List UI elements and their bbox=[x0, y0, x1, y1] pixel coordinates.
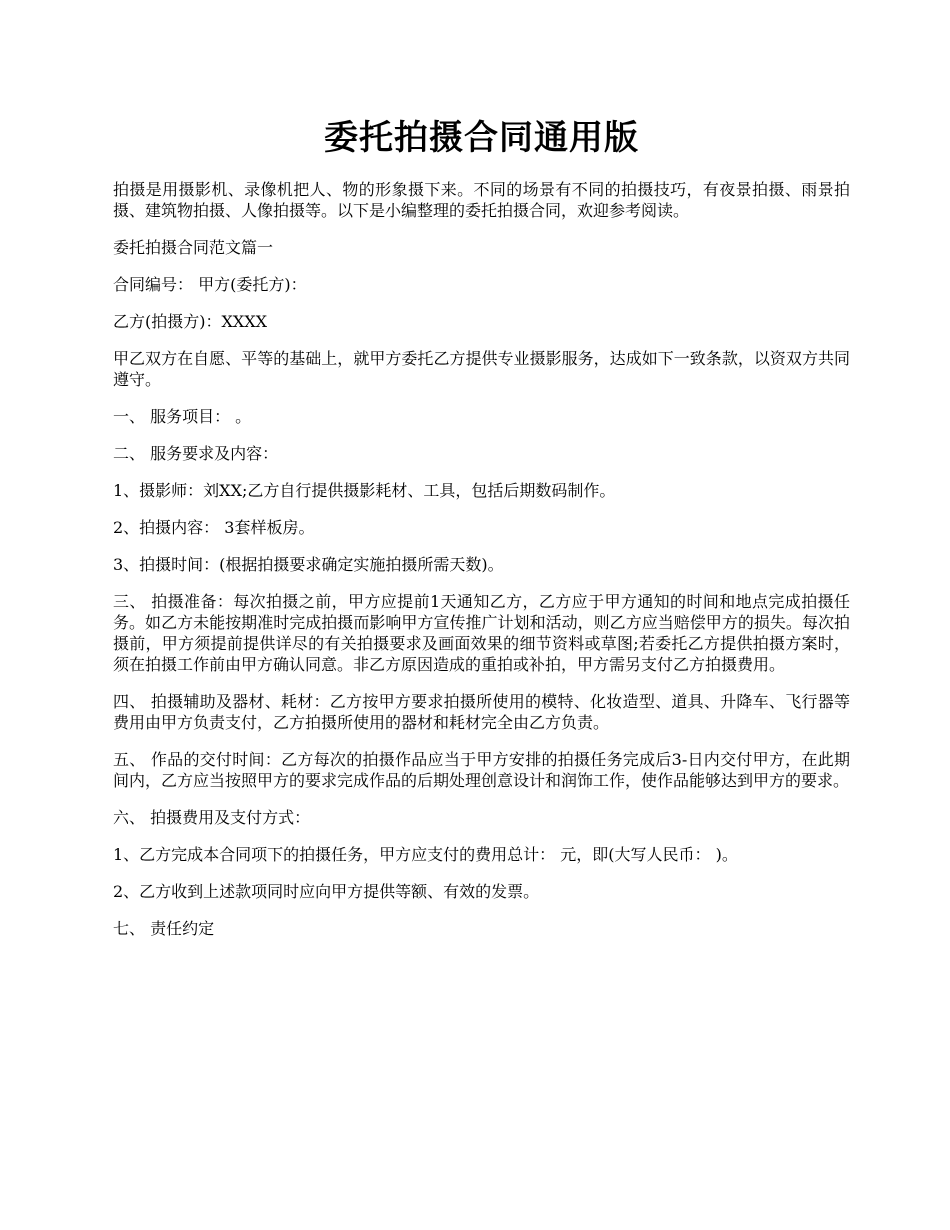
contract-number-line: 合同编号： 甲方(委托方)： bbox=[113, 275, 307, 294]
clause-2: 二、 服务要求及内容： bbox=[113, 444, 279, 463]
preamble-paragraph: 甲乙双方在自愿、平等的基础上，就甲方委托乙方提供专业摄影服务，达成如下一致条款，以资双方共同遵守。 bbox=[113, 349, 850, 389]
clause-2-item-3: 3、拍摄时间：(根据拍摄要求确定实施拍摄所需天数)。 bbox=[113, 555, 504, 574]
clause-2-item-2: 2、拍摄内容： 3套样板房。 bbox=[113, 518, 315, 537]
clause-1: 一、 服务项目： 。 bbox=[113, 407, 252, 426]
clause-6-item-2: 2、乙方收到上述款项同时应向甲方提供等额、有效的发票。 bbox=[113, 882, 540, 901]
document-body bbox=[113, 179, 850, 939]
clause-5: 五、 作品的交付时间：乙方每次的拍摄作品应当于甲方安排的拍摄任务完成后3-日内交付甲方，在此期间内，乙方应当按照甲方的要求完成作品的后期处理创意设计和润饰工作，使作品能够达到甲方的要求。 bbox=[113, 750, 850, 790]
clause-2-item-1: 1、摄影师：刘XX;乙方自行提供摄影耗材、工具，包括后期数码制作。 bbox=[113, 481, 616, 500]
intro-paragraph: 拍摄是用摄影机、录像机把人、物的形象摄下来。不同的场景有不同的拍摄技巧，有夜景拍摄、雨景拍摄、建筑物拍摄、人像拍摄等。以下是小编整理的委托拍摄合同，欢迎参考阅读。 bbox=[113, 180, 850, 220]
document-title: 委托拍摄合同通用版 bbox=[324, 118, 639, 158]
party-b-line: 乙方(拍摄方)：XXXX bbox=[113, 312, 268, 331]
clause-4: 四、 拍摄辅助及器材、耗材：乙方按甲方要求拍摄所使用的模特、化妆造型、道具、升降车、飞行器等费用由甲方负责支付，乙方拍摄所使用的器材和耗材完全由乙方负责。 bbox=[113, 692, 850, 732]
clause-6-item-1: 1、乙方完成本合同项下的拍摄任务，甲方应支付的费用总计： 元，即(大写人民币： )。 bbox=[113, 845, 738, 864]
document-page bbox=[113, 0, 850, 955]
clause-6: 六、 拍摄费用及支付方式： bbox=[113, 808, 311, 827]
clause-3: 三、 拍摄准备：每次拍摄之前，甲方应提前1天通知乙方，乙方应于甲方通知的时间和地点完成拍摄任务。如乙方未能按期准时完成拍摄而影响甲方宣传推广计划和活动，则乙方应当赔偿甲方的损失。每次拍摄前，甲方须提前提供详尽的有关拍摄要求及画面效果的细节资料或草图;若委托乙方提供拍摄方案时，须在拍摄工作前由甲方确认同意。非乙方原因造成的重拍或补拍，甲方需另支付乙方拍摄费用。 bbox=[113, 592, 850, 674]
section-heading: 委托拍摄合同范文篇一 bbox=[113, 238, 274, 257]
clause-7: 七、 责任约定 bbox=[113, 919, 215, 938]
